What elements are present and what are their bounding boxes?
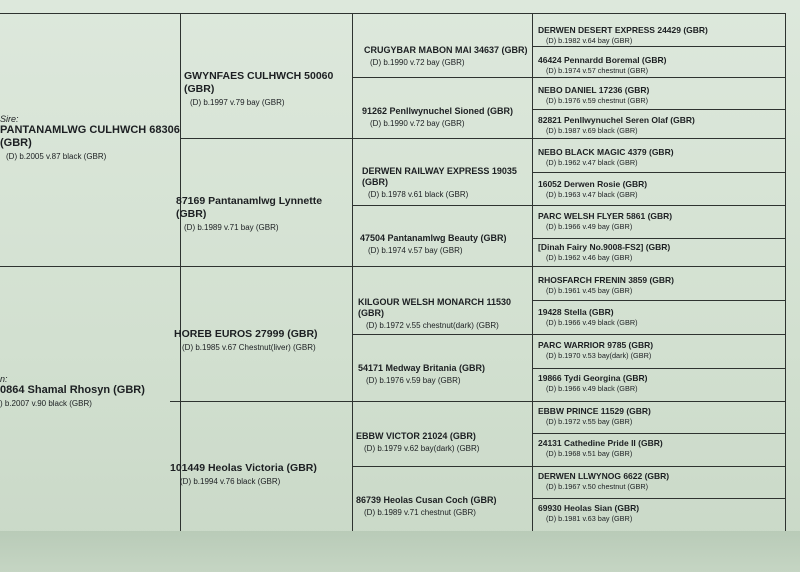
ancestor-details: (D) b.1979 v.62 bay(dark) (GBR): [364, 444, 480, 453]
ancestor-cell: [538, 147, 674, 167]
ancestor-details: (D) b.1985 v.67 Chestnut(liver) (GBR): [182, 343, 316, 352]
ancestor-details: (D) b.1972 v.55 bay (GBR): [546, 417, 633, 426]
ancestor-name: 101449 Heolas Victoria (GBR): [170, 462, 317, 474]
grandparent-cell: [184, 70, 333, 107]
great-grandparent-cell: [356, 495, 497, 517]
ancestor-cell: [538, 115, 695, 135]
grid-line: [0, 266, 785, 267]
ancestor-details: (D) b.1967 v.50 chestnut (GBR): [546, 482, 649, 491]
ancestor-details: (D) b.1961 v.45 bay (GBR): [546, 286, 633, 295]
grid-line: [352, 334, 785, 335]
ancestor-details: (D) b.1981 v.63 bay (GBR): [546, 514, 633, 523]
grid-line: [170, 401, 785, 402]
grid-line: [532, 300, 785, 301]
great-grandparent-cell: [360, 233, 507, 255]
dam-label: n:: [0, 374, 8, 384]
ancestor-details: (D) b.1989 v.71 chestnut (GBR): [364, 508, 476, 517]
grid-line: [0, 13, 785, 14]
ancestor-cell: [538, 340, 653, 360]
grid-line: [180, 138, 785, 139]
ancestor-name: PARC WARRIOR 9785 (GBR): [538, 340, 654, 350]
dam-cell: [0, 374, 145, 408]
ancestor-details: (D) b.1989 v.71 bay (GBR): [184, 223, 279, 232]
ancestor-name: PARC WELSH FLYER 5861 (GBR): [538, 211, 673, 221]
ancestor-name: 54171 Medway Britania (GBR): [358, 363, 486, 373]
dam-details: ) b.2007 v.90 black (GBR): [0, 399, 92, 408]
sire-name-country: (GBR): [0, 137, 32, 149]
ancestor-name: 19428 Stella (GBR): [538, 307, 614, 317]
great-grandparent-cell: [362, 166, 517, 199]
ancestor-cell: [538, 211, 672, 231]
page-bottom-margin: [0, 531, 800, 572]
ancestor-name: RHOSFARCH FRENIN 3859 (GBR): [538, 275, 675, 285]
ancestor-details: (D) b.1962 v.47 black (GBR): [546, 158, 638, 167]
ancestor-name: DERWEN DESERT EXPRESS 24429 (GBR): [538, 25, 708, 35]
ancestor-name: 87169 Pantanamlwg Lynnette: [176, 195, 323, 207]
ancestor-details: (D) b.1987 v.69 black (GBR): [546, 126, 638, 135]
grid-line: [785, 13, 786, 531]
ancestor-cell: [538, 275, 674, 295]
great-grandparent-cell: [358, 297, 511, 330]
grid-line: [532, 498, 785, 499]
dam-name: 0864 Shamal Rhosyn (GBR): [0, 384, 145, 396]
ancestor-details: (D) b.1982 v.64 bay (GBR): [546, 36, 633, 45]
ancestor-name-country: (GBR): [184, 83, 215, 95]
grid-line: [532, 172, 785, 173]
ancestor-details: (D) b.1972 v.55 chestnut(dark) (GBR): [366, 321, 499, 330]
ancestor-cell: [538, 55, 666, 75]
ancestor-cell: [538, 406, 651, 426]
ancestor-name: NEBO BLACK MAGIC 4379 (GBR): [538, 147, 674, 157]
ancestor-name: 19866 Tydi Georgina (GBR): [538, 373, 648, 383]
ancestor-details: (D) b.1974 v.57 chestnut (GBR): [546, 66, 649, 75]
ancestor-details: (D) b.1962 v.46 bay (GBR): [546, 253, 633, 262]
grid-line: [352, 13, 353, 531]
ancestor-name: 91262 Penllwynuchel Sioned (GBR): [362, 106, 514, 116]
ancestor-details: (D) b.1966 v.49 black (GBR): [546, 384, 638, 393]
ancestor-details: (D) b.1997 v.79 bay (GBR): [190, 98, 285, 107]
sire-name: PANTANAMLWG CULHWCH 68306: [0, 124, 180, 136]
ancestor-name: EBBW VICTOR 21024 (GBR): [356, 431, 476, 441]
ancestor-details: (D) b.1966 v.49 bay (GBR): [546, 222, 633, 231]
ancestor-cell: [538, 503, 639, 523]
ancestor-details: (D) b.1966 v.49 black (GBR): [546, 318, 638, 327]
grid-line: [352, 77, 785, 78]
ancestor-details: (D) b.1990 v.72 bay (GBR): [370, 58, 465, 67]
ancestor-name: HOREB EUROS 27999 (GBR): [174, 328, 318, 340]
ancestor-name: 24131 Cathedine Pride II (GBR): [538, 438, 663, 448]
ancestor-details: (D) b.1963 v.47 black (GBR): [546, 190, 638, 199]
ancestor-name: 82821 Penllwynuchel Seren Olaf (GBR): [538, 115, 695, 125]
ancestor-name: CRUGYBAR MABON MAI 34637 (GBR): [364, 45, 528, 55]
ancestor-name: 86739 Heolas Cusan Coch (GBR): [356, 495, 497, 505]
ancestor-cell: [538, 242, 670, 262]
sire-details: (D) b.2005 v.87 black (GBR): [6, 152, 107, 161]
ancestor-name: 46424 Pennardd Boremal (GBR): [538, 55, 667, 65]
grid-line: [532, 46, 785, 47]
grid-line: [532, 368, 785, 369]
great-grandparent-cell: [362, 106, 513, 128]
ancestor-name: EBBW PRINCE 11529 (GBR): [538, 406, 651, 416]
ancestor-name: GWYNFAES CULHWCH 50060: [184, 70, 334, 82]
ancestor-name: 47504 Pantanamlwg Beauty (GBR): [360, 233, 507, 243]
ancestor-details: (D) b.1978 v.61 black (GBR): [368, 190, 469, 199]
great-grandparent-cell: [358, 363, 485, 385]
ancestor-details: (D) b.1994 v.76 black (GBR): [180, 477, 281, 486]
ancestor-cell: [538, 471, 669, 491]
ancestor-name: DERWEN RAILWAY EXPRESS 19035: [362, 166, 517, 176]
ancestor-details: (D) b.1976 v.59 chestnut (GBR): [546, 96, 649, 105]
ancestor-cell: [538, 307, 638, 327]
grandparent-cell: [176, 195, 322, 232]
ancestor-name: 69930 Heolas Sian (GBR): [538, 503, 640, 513]
ancestor-name: KILGOUR WELSH MONARCH 11530: [358, 297, 512, 307]
grid-line: [532, 109, 785, 110]
grid-line: [180, 13, 181, 531]
grid-line: [352, 205, 785, 206]
grid-line: [532, 13, 533, 531]
ancestor-cell: [538, 438, 663, 458]
grid-line: [352, 466, 785, 467]
grid-line: [532, 238, 785, 239]
sire-cell: [0, 114, 180, 161]
ancestor-name: [Dinah Fairy No.9008-FS2] (GBR): [538, 242, 671, 252]
ancestor-details: (D) b.1976 v.59 bay (GBR): [366, 376, 461, 385]
ancestor-name-country: (GBR): [176, 208, 207, 220]
sire-label: Sire:: [0, 114, 19, 124]
ancestor-details: (D) b.1970 v.53 bay(dark) (GBR): [546, 351, 652, 360]
ancestor-cell: [538, 25, 708, 45]
ancestor-name-country: (GBR): [358, 308, 384, 318]
ancestor-name-country: (GBR): [362, 177, 388, 187]
ancestor-name: DERWEN LLWYNOG 6622 (GBR): [538, 471, 670, 481]
grid-line: [532, 433, 785, 434]
ancestor-cell: [538, 179, 647, 199]
grandparent-cell: [170, 462, 317, 486]
ancestor-details: (D) b.1990 v.72 bay (GBR): [370, 119, 465, 128]
ancestor-details: (D) b.1968 v.51 bay (GBR): [546, 449, 633, 458]
ancestor-details: (D) b.1974 v.57 bay (GBR): [368, 246, 463, 255]
great-grandparent-cell: [364, 45, 528, 67]
grandparent-cell: [174, 328, 318, 352]
ancestor-name: 16052 Derwen Rosie (GBR): [538, 179, 648, 189]
ancestor-cell: [538, 85, 649, 105]
great-grandparent-cell: [356, 431, 479, 453]
ancestor-cell: [538, 373, 647, 393]
ancestor-name: NEBO DANIEL 17236 (GBR): [538, 85, 650, 95]
